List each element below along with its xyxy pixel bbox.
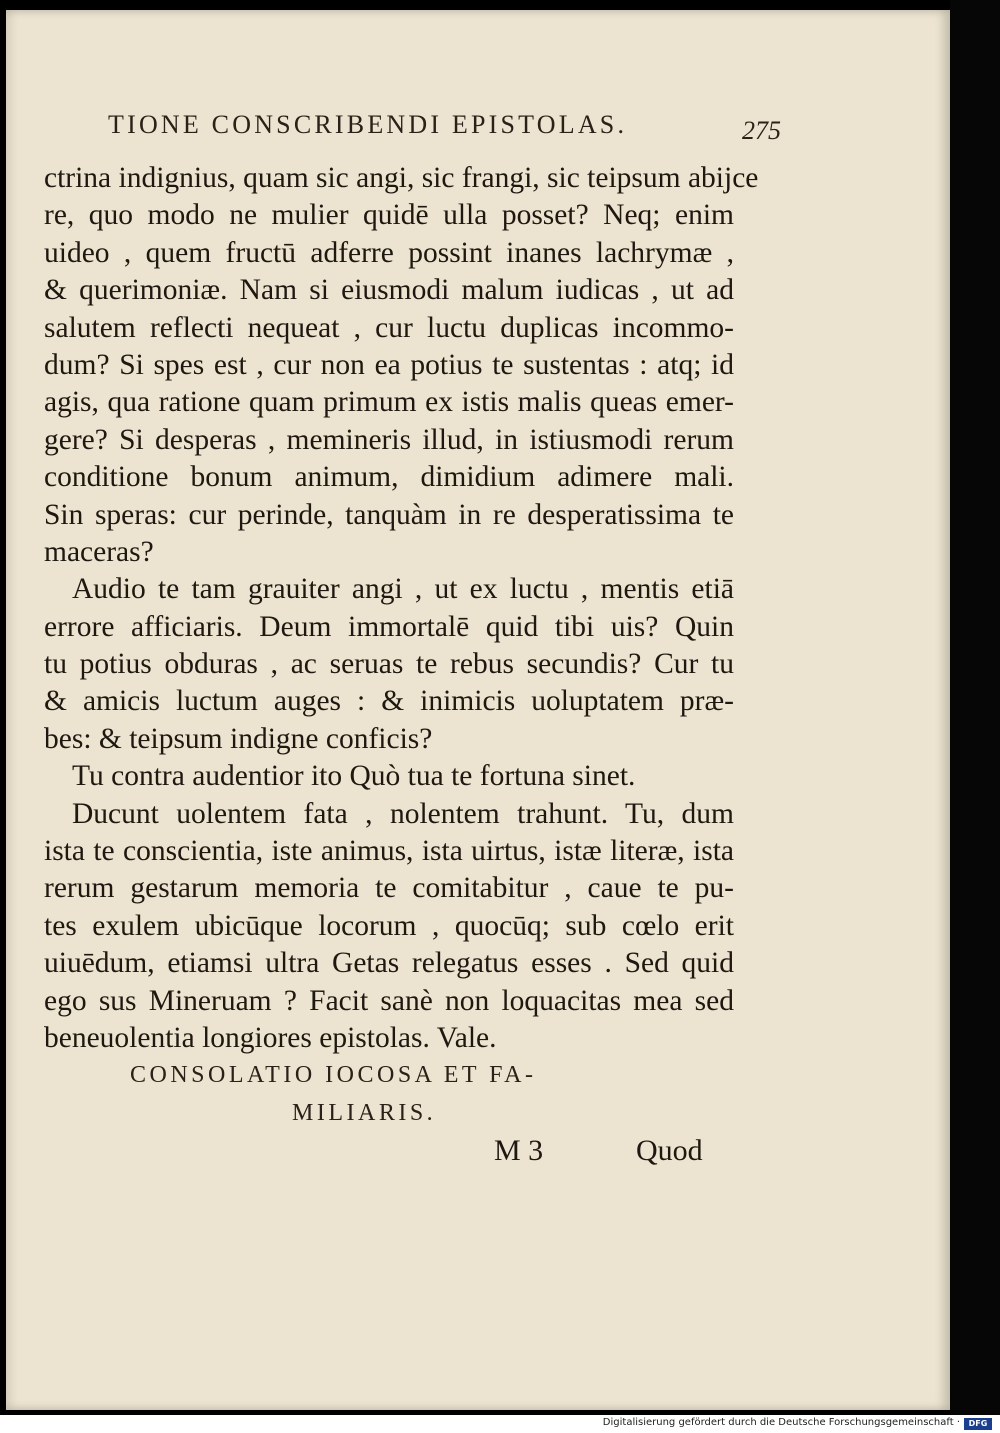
- text-line: & querimoniæ. Nam si eiusmodi malum iudicas , ut ad: [44, 274, 734, 307]
- text-line: gere? Si desperas , memineris illud, in istiusmodi rerum: [44, 423, 734, 456]
- text-line: conditione bonum animum, dimidium adimere mali.: [44, 461, 734, 494]
- scan-margin: [950, 0, 1000, 1415]
- text-line: uideo , quem fructū adferre possint inanes lachrymæ ,: [44, 236, 734, 269]
- text-line: tu potius obduras , ac seruas te rebus secundis? Cur tu: [44, 648, 734, 681]
- funding-credit: Digitalisierung gefördert durch die Deutsche Forschungsgemeinschaft ·: [602, 1417, 960, 1428]
- text-line: bes: & teipsum indigne conficis?: [44, 722, 433, 755]
- signature-mark: M 3: [494, 1134, 544, 1167]
- text-line: Sin speras: cur perinde, tanquàm in re desperatissima te: [44, 498, 734, 531]
- section-heading-continued: MILIARIS.: [292, 1100, 437, 1126]
- paragraph-start-line: Ducunt uolentem fata , nolentem trahunt. Tu, dum: [72, 797, 734, 830]
- running-head: TIONE CONSCRIBENDI EPISTOLAS.: [108, 110, 628, 139]
- text-line: uiuēdum, etiamsi ultra Getas relegatus esses . Sed quid: [44, 947, 734, 980]
- text-line: & amicis luctum auges : & inimicis uoluptatem præ-: [44, 685, 734, 718]
- text-line: dum? Si spes est , cur non ea potius te sustentas : atq; id: [44, 348, 734, 381]
- text-line: errore afficiaris. Deum immortalē quid tibi uis? Quin: [44, 610, 734, 643]
- section-heading: CONSOLATIO IOCOSA ET FA-: [130, 1062, 537, 1088]
- text-line: agis, qua ratione quam primum ex istis malis queas emer-: [44, 386, 734, 419]
- text-line: ctrina indignius, quam sic angi, sic frangi, sic teipsum abijce: [44, 162, 759, 194]
- text-line: re, quo modo ne mulier quidē ulla posset? Neq; enim: [44, 199, 734, 232]
- verse-quote-line: Tu contra audentior ito Quò tua te fortuna sinet.: [72, 760, 636, 793]
- text-line: ego sus Mineruam ? Facit sanè non loquacitas mea sed: [44, 984, 734, 1017]
- text-line: ista te conscientia, iste animus, ista uirtus, istæ literæ, ista: [44, 835, 734, 868]
- body-text: [44, 160, 759, 1057]
- page-number: 275: [742, 116, 781, 145]
- text-line: salutem reflecti nequeat , cur luctu duplicas incommo-: [44, 311, 734, 344]
- text-line: rerum gestarum memoria te comitabitur , caue te pu-: [44, 872, 734, 905]
- dfg-logo-icon: DFG: [964, 1418, 992, 1430]
- catchword: Quod: [636, 1134, 703, 1167]
- paragraph-start-line: Audio te tam grauiter angi , ut ex luctu , mentis etiā: [72, 573, 734, 606]
- text-line: tes exulem ubicūque locorum , quocūq; sub cœlo erit: [44, 909, 734, 942]
- text-line: beneuolentia longiores epistolas. Vale.: [44, 1021, 497, 1054]
- text-line: maceras?: [44, 535, 154, 568]
